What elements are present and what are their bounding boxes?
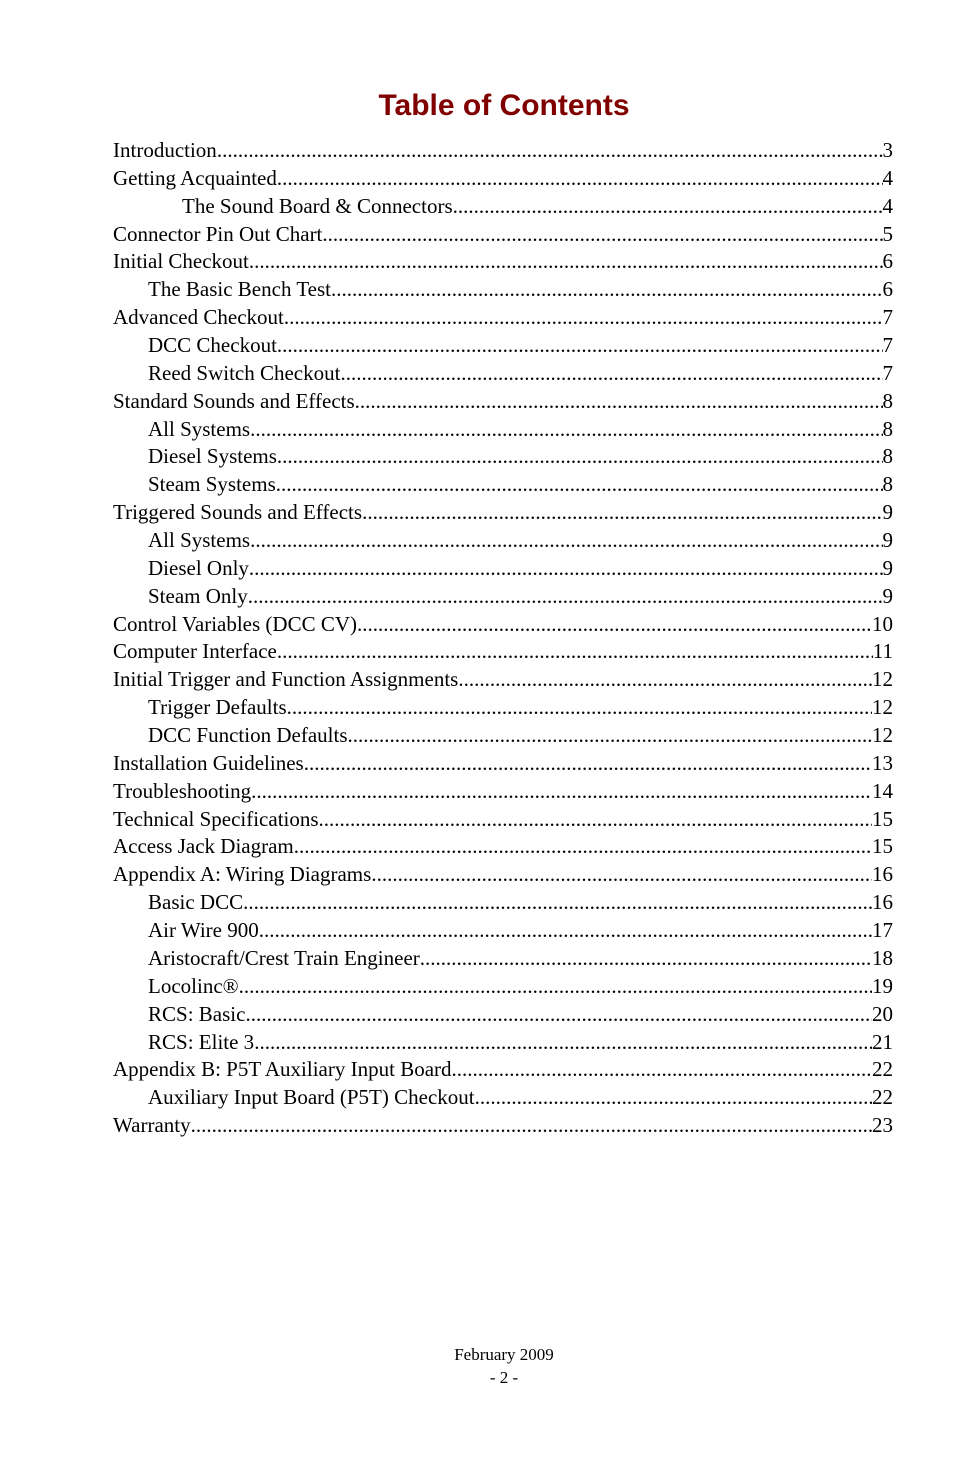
toc-entry-page: 8 [882,444,893,469]
toc-entry[interactable] [113,360,893,388]
toc-entry-title: Introduction [113,138,217,162]
toc-entry[interactable] [113,1001,893,1029]
toc-entry-title: Control Variables (DCC CV) [113,611,358,636]
footer-page-number: - 2 - [489,1368,519,1387]
toc-entry-page: 4 [882,193,893,218]
footer-date: February 2009 [454,1345,554,1364]
toc-dot-leader [277,165,883,193]
toc-entry-page: 19 [872,973,893,998]
toc-entry-page: 21 [872,1029,893,1054]
toc-entry-title: Troubleshooting [113,778,252,803]
toc-entry-title: Triggered Sounds and Effects [113,500,363,525]
toc-entry-page: 22 [872,1057,893,1082]
toc-dot-leader [371,861,872,889]
toc-dot-leader [362,499,882,527]
toc-entry[interactable] [113,1029,893,1057]
toc-entry-page: 9 [882,528,893,553]
page-footer [0,1343,954,1389]
toc-dot-leader [475,1084,872,1112]
toc-entry-page: 8 [882,472,893,497]
toc-entry-page: 22 [872,1085,893,1110]
toc-entry[interactable] [113,137,893,165]
toc-entry-page: 6 [882,277,893,302]
toc-dot-leader [277,332,883,360]
toc-entry-page: 12 [872,695,893,720]
toc-entry-title: Installation Guidelines [113,750,304,775]
toc-entry[interactable] [113,304,893,332]
toc-dot-leader [239,973,872,1001]
toc-dot-leader [250,527,882,555]
toc-entry[interactable] [113,443,893,471]
toc-entry[interactable] [113,722,893,750]
table-of-contents [113,137,893,1140]
toc-entry[interactable] [113,638,893,666]
toc-dot-leader [319,806,872,834]
toc-dot-leader [249,248,883,276]
toc-entry[interactable] [113,666,893,694]
toc-entry[interactable] [113,1084,893,1112]
toc-entry-title: RCS: Elite 3 [148,1029,255,1054]
toc-entry[interactable] [113,193,893,221]
toc-entry-title: Aristocraft/Crest Train Engineer [148,945,420,970]
toc-dot-leader [191,1112,872,1140]
toc-dot-leader [458,666,872,694]
toc-dot-leader [276,471,883,499]
toc-dot-leader [245,1001,872,1029]
toc-entry-title: All Systems [148,416,251,441]
toc-entry[interactable] [113,1056,893,1084]
toc-dot-leader [217,137,883,165]
toc-entry[interactable] [113,555,893,583]
toc-entry-title: The Basic Bench Test [148,277,332,302]
toc-entry-page: 14 [872,778,893,803]
toc-entry-page: 9 [882,500,893,525]
toc-dot-leader [250,416,882,444]
toc-entry-page: 16 [872,862,893,887]
toc-entry[interactable] [113,248,893,276]
toc-entry-page: 7 [882,333,893,358]
toc-entry-page: 20 [872,1001,893,1026]
toc-entry[interactable] [113,861,893,889]
toc-entry-title: All Systems [148,528,251,553]
toc-dot-leader [304,750,872,778]
toc-entry-page: 15 [872,834,893,859]
toc-dot-leader [452,1056,872,1084]
toc-entry[interactable] [113,471,893,499]
toc-entry[interactable] [113,527,893,555]
toc-entry-page: 4 [882,165,893,190]
toc-dot-leader [322,221,882,249]
toc-entry-title: RCS: Basic [148,1001,246,1026]
toc-entry-title: Auxiliary Input Board (P5T) Checkout [148,1085,475,1110]
toc-entry-title: Appendix B: P5T Auxiliary Input Board [113,1057,452,1082]
toc-entry-page: 7 [882,305,893,330]
toc-entry-page: 11 [872,639,893,664]
toc-dot-leader [284,304,883,332]
toc-dot-leader [277,638,873,666]
toc-entry-title: Initial Trigger and Function Assignments [113,667,459,692]
toc-entry[interactable] [113,806,893,834]
toc-entry-title: DCC Function Defaults [148,723,348,748]
toc-entry-title: Air Wire 900 [148,918,259,943]
toc-entry[interactable] [113,276,893,304]
toc-entry-page: 16 [872,890,893,915]
toc-entry[interactable] [113,165,893,193]
toc-entry[interactable] [113,973,893,1001]
toc-dot-leader [259,917,872,945]
toc-entry[interactable] [113,221,893,249]
toc-entry[interactable] [113,778,893,806]
toc-entry-page: 23 [872,1113,893,1138]
toc-entry-title: Technical Specifications [113,806,319,831]
toc-entry-title: Advanced Checkout [113,305,284,330]
toc-entry[interactable] [113,917,893,945]
toc-entry-page: 17 [872,918,893,943]
toc-entry-title: Basic DCC [148,890,244,915]
toc-entry-title: The Sound Board & Connectors [182,193,453,218]
toc-entry-page: 10 [872,611,893,636]
toc-entry-page: 15 [872,806,893,831]
toc-entry[interactable] [113,332,893,360]
toc-entry[interactable] [113,694,893,722]
toc-dot-leader [277,443,883,471]
toc-entry-page: 9 [882,583,893,608]
toc-dot-leader [254,1029,872,1057]
toc-entry-title: DCC Checkout [148,333,277,358]
toc-entry-page: 12 [872,723,893,748]
toc-dot-leader [420,945,872,973]
toc-dot-leader [355,388,883,416]
toc-dot-leader [243,889,872,917]
toc-dot-leader [251,778,872,806]
toc-dot-leader [294,833,872,861]
toc-entry-page: 5 [882,221,893,246]
toc-entry-page: 3 [882,138,893,162]
toc-entry-title: Steam Only [148,583,248,608]
toc-dot-leader [453,193,883,221]
toc-entry-title: Computer Interface [113,639,277,664]
toc-dot-leader [357,611,872,639]
toc-entry-page: 18 [872,945,893,970]
toc-entry-page: 8 [882,416,893,441]
toc-entry[interactable] [113,833,893,861]
toc-dot-leader [249,555,883,583]
toc-entry-page: 12 [872,667,893,692]
toc-entry[interactable] [113,416,893,444]
toc-entry-title: Diesel Only [148,555,249,580]
toc-dot-leader [248,583,883,611]
toc-entry-title: Steam Systems [148,472,276,497]
toc-entry-title: Trigger Defaults [148,695,287,720]
toc-entry-page: 7 [882,360,893,385]
toc-entry-title: Initial Checkout [113,249,249,274]
toc-entry-page: 13 [872,750,893,775]
toc-entry-title: Access Jack Diagram [113,834,294,859]
toc-entry-title: Reed Switch Checkout [148,360,341,385]
toc-entry[interactable] [113,499,893,527]
toc-dot-leader [287,694,872,722]
toc-entry-title: Connector Pin Out Chart [113,221,323,246]
toc-entry-title: Appendix A: Wiring Diagrams [113,862,372,887]
toc-entry-title: Warranty [113,1113,191,1138]
toc-entry[interactable] [113,750,893,778]
toc-entry-title: Getting Acquainted [113,165,277,190]
toc-entry[interactable] [113,945,893,973]
toc-entry-title: Standard Sounds and Effects [113,388,355,413]
toc-dot-leader [348,722,873,750]
toc-entry-page: 8 [882,388,893,413]
toc-dot-leader [331,276,882,304]
toc-entry-page: 9 [882,555,893,580]
toc-entry-title: Locolinc® [148,973,239,998]
page-title: Table of Contents [378,89,630,122]
toc-entry[interactable] [113,1112,893,1140]
toc-entry[interactable] [113,611,893,639]
toc-entry-page: 6 [882,249,893,274]
toc-entry[interactable] [113,583,893,611]
toc-dot-leader [340,360,882,388]
toc-entry[interactable] [113,889,893,917]
toc-entry-title: Diesel Systems [148,444,277,469]
toc-entry[interactable] [113,388,893,416]
